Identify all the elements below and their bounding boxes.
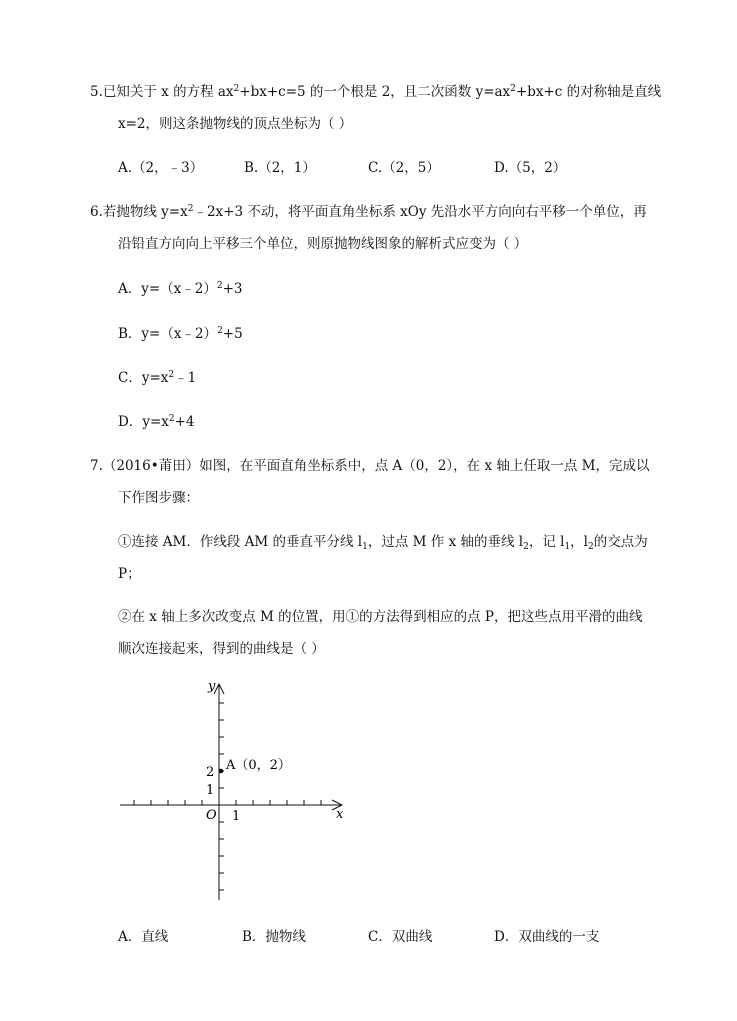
- q5-option-b: B.（2，1）: [244, 160, 316, 176]
- q7-step2-line2: 顺次连接起来，得到的曲线是（ ）: [118, 641, 325, 657]
- point-a: [219, 769, 224, 774]
- q7-line2: 下作图步骤：: [118, 490, 199, 506]
- q7-option-d: D．双曲线的一支: [494, 929, 600, 945]
- q5-option-a: A.（2，﹣3）: [118, 160, 204, 176]
- q5-line2: x=2，则这条抛物线的顶点坐标为（ ）: [118, 116, 353, 132]
- q6-line1: 6.若抛物线 $y=x^2﹣2x+3$ 不动，将平面直角坐标系 xOy 先沿水平方向向右平移一个单位，再: [90, 204, 647, 220]
- q7-option-b: B．抛物线: [242, 929, 306, 945]
- coordinate-graph: [110, 672, 355, 907]
- y-tick-label-2: 2: [206, 765, 215, 780]
- y-axis-label: y: [208, 679, 216, 694]
- y-tick-label-1: 1: [206, 783, 215, 798]
- q6-option-a: A．y=（x﹣2）$^2$+3: [118, 281, 243, 297]
- q7-option-a: A．直线: [118, 929, 169, 945]
- q7-step2-line1: ②在 x 轴上多次改变点 M 的位置，用①的方法得到相应的点 P，把这些点用平滑的曲线: [118, 609, 643, 625]
- q6-option-d: D．$y=x^2+4$: [118, 414, 195, 430]
- q5-line1: 5.已知关于 x 的方程 $ax^2+bx+c=5$ 的一个根是 2，且二次函数 $y=ax^2+bx+c$ 的对称轴是直线: [90, 84, 662, 100]
- q5-option-c: C.（2，5）: [368, 160, 440, 176]
- q5-option-d: D.（5，2）: [494, 160, 567, 176]
- q7-step1-line1: ①连接 AM．作线段 AM 的垂直平分线 $l_1$，过点 M 作 x 轴的垂线 $l_2$，记 $l_1$，$l_2$的交点为: [118, 534, 648, 552]
- q7-option-c: C．双曲线: [368, 929, 433, 945]
- q6-line2: 沿铅直方向向上平移三个单位，则原抛物线图象的解析式应变为（ ）: [118, 236, 528, 252]
- x-tick-label-1: 1: [232, 809, 241, 824]
- axis-ticks: [134, 703, 321, 890]
- x-axis-label: x: [336, 807, 344, 822]
- q7-step1-line2: P；: [118, 566, 141, 582]
- q6-option-b: B．y=（x﹣2）$^2$+5: [118, 326, 243, 342]
- q7-line1: 7.（2016•莆田）如图，在平面直角坐标系中，点 A（0，2），在 x 轴上任取一点 M，完成以: [90, 458, 650, 474]
- point-a-label: A（0，2）: [226, 758, 291, 773]
- q6-option-c: C．$y=x^2﹣1$: [118, 370, 197, 386]
- origin-label: O: [206, 808, 217, 823]
